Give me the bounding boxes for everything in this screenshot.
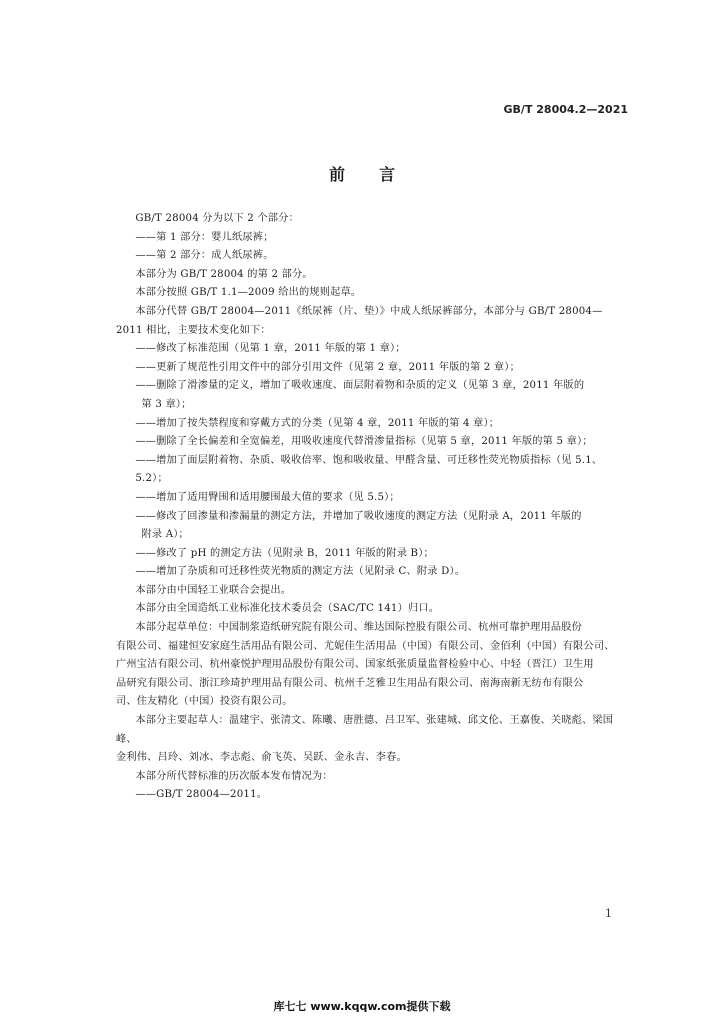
- paragraph: 本部分主要起草人：温建宇、张清文、陈曦、唐胜德、吕卫军、张建城、邱文伦、王嘉俊、关晓彪、梁国峰、: [116, 715, 614, 745]
- paragraph: 本部分为 GB/T 28004 的第 2 部分。: [135, 268, 313, 280]
- history-item: ——GB/T 28004—2011。: [135, 789, 268, 801]
- paragraph: 本部分按照 GB/T 1.1—2009 给出的规则起草。: [135, 287, 362, 299]
- paragraph: 本部分由中国轻工业联合会提出。: [135, 584, 292, 596]
- paragraph: 本部分代替 GB/T 28004—2011《纸尿裤（片、垫）》中成人纸尿裤部分，本部分与 GB/T 28004—: [135, 305, 603, 317]
- paragraph: 本部分所代替标准的历次版本发布情况为：: [135, 770, 333, 782]
- change-item-continuation: 附录 A）；: [141, 529, 189, 541]
- list-item: ——第 1 部分：婴儿纸尿裤；: [135, 231, 274, 243]
- download-watermark: 库七七 www.kqqw.com提供下载: [273, 1000, 451, 1013]
- change-item: ——删除了滑渗量的定义，增加了吸收速度、面层附着物和杂质的定义（见第 3 章，2011 年版的: [135, 380, 585, 392]
- paragraph-continuation: 有限公司、福建恒安家庭生活用品有限公司、尤妮佳生活用品（中国）有限公司、金佰利（中国）有限公司、: [116, 640, 615, 652]
- change-item: ——增加了面层附着物、杂质、吸收倍率、饱和吸收量、甲醛含量、可迁移性荧光物质指标（见 5.1、5.2）；: [135, 454, 603, 485]
- paragraph: GB/T 28004 分为以下 2 个部分：: [135, 213, 299, 224]
- paragraph: 本部分由全国造纸工业标准化技术委员会（SAC/TC 141）归口。: [135, 603, 440, 615]
- paragraph: 本部分起草单位：中国制浆造纸研究院有限公司、维达国际控股有限公司、杭州可靠护理用品股份: [135, 622, 583, 634]
- change-item: ——修改了标准范围（见第 1 章，2011 年版的第 1 章）；: [135, 343, 406, 355]
- foreword-body: [116, 210, 630, 805]
- change-item-continuation: 第 3 章）；: [141, 398, 192, 410]
- change-item: ——修改了回渗量和渗漏量的测定方法，并增加了吸收速度的测定方法（见附录 A，2011 年版的: [135, 510, 582, 522]
- page-title: 前言: [328, 165, 429, 184]
- change-item: ——更新了规范性引用文件中的部分引用文件（见第 2 章，2011 年版的第 2 章）；: [135, 361, 520, 373]
- standard-number: GB/T 28004.2—2021: [503, 103, 628, 116]
- paragraph-continuation: 司、住友精化（中国）投资有限公司。: [116, 696, 293, 708]
- paragraph-continuation: 广州宝洁有限公司、杭州豪悦护理用品股份有限公司、国家纸张质量监督检验中心、中轻（晋江）卫生用: [116, 659, 594, 671]
- change-item: ——增加了按失禁程度和穿戴方式的分类（见第 4 章，2011 年版的第 4 章）；: [135, 417, 500, 429]
- change-item: ——增加了适用臀围和适用腰围最大值的要求（见 5.5）；: [135, 491, 400, 503]
- paragraph-continuation: 金利伟、吕玲、刘冰、李志彪、俞飞英、吴跃、金永吉、李春。: [116, 752, 407, 764]
- list-item: ——第 2 部分：成人纸尿裤。: [135, 250, 274, 262]
- change-item: ——删除了全长偏差和全宽偏差，用吸收速度代替滑渗量指标（见第 5 章，2011 年版的第 5 章）；: [135, 436, 593, 448]
- paragraph-continuation: 2011 相比，主要技术变化如下：: [116, 324, 271, 336]
- paragraph-continuation: 品研究有限公司、浙江珍琦护理用品有限公司、杭州千芝雅卫生用品有限公司、南海南新无纺布有限公: [116, 677, 584, 689]
- page-number: 1: [605, 907, 612, 920]
- change-item: ——修改了 pH 的测定方法（见附录 B，2011 年版的附录 B）；: [135, 547, 434, 559]
- change-item: ——增加了杂质和可迁移性荧光物质的测定方法（见附录 C、附录 D）。: [135, 566, 466, 578]
